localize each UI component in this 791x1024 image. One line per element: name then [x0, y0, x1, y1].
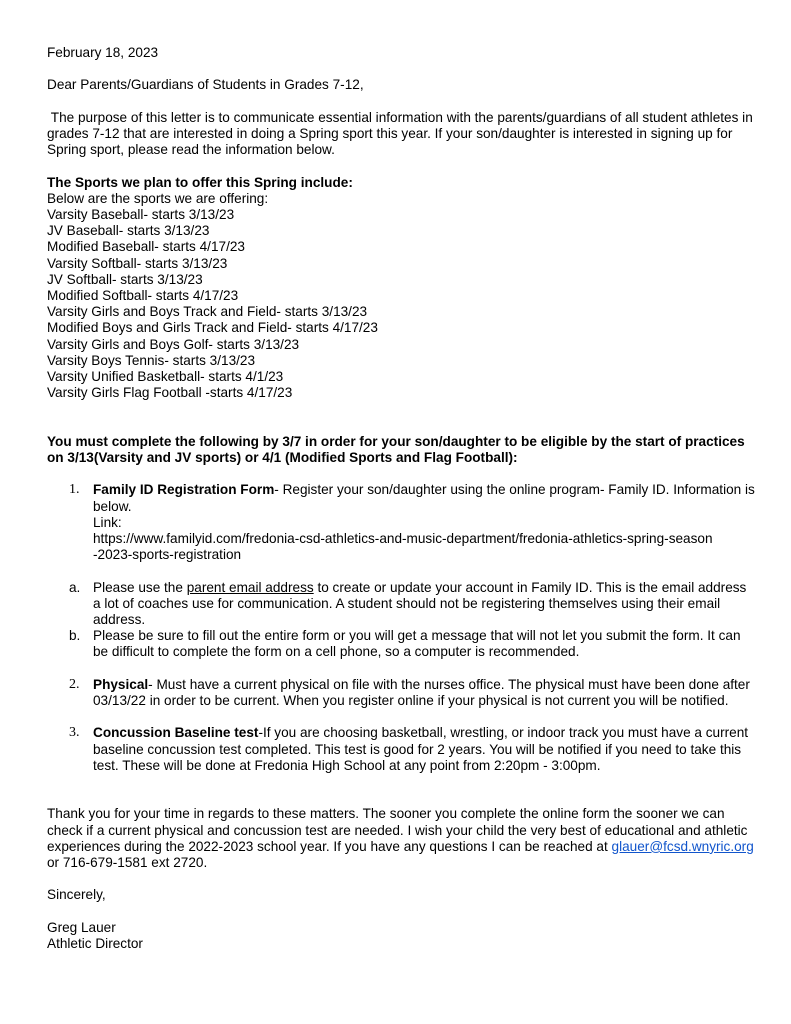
- sport-item: Modified Baseball- starts 4/17/23: [47, 239, 245, 255]
- item-number: 1.: [69, 482, 80, 498]
- sport-item: Modified Boys and Girls Track and Field- starts 4/17/23: [47, 320, 378, 336]
- closing-text: Thank you for your time in regards to these matters. The sooner you complete the online form the sooner we can check if a current physical and concussion test are needed. I wish your child the very best of educational and athletic experiences during the 2022-2023 school year. If you have any questions I can be reached at: [47, 806, 748, 854]
- sport-item: JV Softball- starts 3/13/23: [47, 271, 203, 287]
- sport-item: Varsity Softball- starts 3/13/23: [47, 255, 228, 271]
- closing-paragraph: [47, 806, 757, 871]
- item-title: Concussion Baseline test: [93, 725, 259, 741]
- parent-email-emphasis: parent email address: [186, 579, 314, 595]
- item-title: Family ID Registration Form: [93, 482, 275, 498]
- subitem-b: [47, 628, 757, 660]
- salutation: Dear Parents/Guardians of Students in Grades 7-12,: [47, 77, 364, 93]
- intro-paragraph: The purpose of this letter is to communicate essential information with the parents/guardians of all student athletes in grades 7-12 that are interested in doing a Spring sport this year. If your son/daughter is interested in signing up for Spring sport, please read the information below.: [47, 109, 757, 158]
- sport-item: JV Baseball- starts 3/13/23: [47, 223, 210, 239]
- sport-item: Varsity Girls Flag Football -starts 4/17/23: [47, 385, 293, 401]
- requirement-item-family-id: [47, 482, 757, 563]
- item-text: -If you are choosing basketball, wrestling, or indoor track you must have a current baseline concussion test completed. This test is good for 2 years. You will be notified if you need to take this test. These will be done at Fredonia High School at any point from 2:20pm - 3:00pm.: [93, 725, 749, 773]
- subitem-text: to create or update your account in Family ID. This is the email address a lot of coaches use for communication. A student should not be registering themselves using their email address.: [93, 579, 747, 627]
- email-link[interactable]: glauer@fcsd.wnyric.org: [611, 838, 754, 854]
- sport-item: Varsity Baseball- starts 3/13/23: [47, 206, 235, 222]
- requirement-item-physical: [47, 677, 757, 709]
- item-title: Physical: [93, 676, 149, 692]
- sport-item: Varsity Boys Tennis- starts 3/13/23: [47, 352, 256, 368]
- registration-url-line2[interactable]: -2023-sports-registration: [93, 547, 242, 563]
- signer-title: Athletic Director: [47, 935, 143, 951]
- letter-date: February 18, 2023: [47, 45, 159, 60]
- item-text: - Register your son/daughter using the online program- Family ID. Information is below.: [93, 482, 755, 514]
- sports-heading: The Sports we plan to offer this Spring include:: [47, 174, 353, 190]
- link-label: Link:: [93, 514, 122, 530]
- subitem-text: Please be sure to fill out the entire form or you will get a message that will not let you submit the form. It can be difficult to complete the form on a cell phone, so a computer is recommended.: [93, 628, 741, 660]
- sports-list: [47, 207, 757, 401]
- sports-subheading: Below are the sports we are offering:: [47, 190, 269, 206]
- sport-item: Varsity Girls and Boys Golf- starts 3/13/23: [47, 336, 300, 352]
- signer-name: Greg Lauer: [47, 919, 116, 935]
- closing-phone: or 716-679-1581 ext 2720.: [47, 854, 208, 870]
- registration-url-line1[interactable]: https://www.familyid.com/fredonia-csd-athletics-and-music-department/fredonia-athletics-spring-season: [93, 531, 713, 546]
- item-letter: b.: [69, 628, 81, 644]
- letter-page: [47, 45, 757, 952]
- item-letter: a.: [69, 579, 81, 595]
- subitem-text: Please use the: [93, 579, 187, 595]
- signoff: Sincerely,: [47, 887, 106, 903]
- sport-item: Varsity Girls and Boys Track and Field- starts 3/13/23: [47, 304, 368, 320]
- sport-item: Varsity Unified Basketball- starts 4/1/23: [47, 369, 284, 385]
- requirements-heading: You must complete the following by 3/7 in order for your son/daughter to be eligible by the start of practices on 3/13(Varsity and JV sports) or 4/1 (Modified Sports and Flag Football):: [47, 433, 745, 465]
- sport-item: Modified Softball- starts 4/17/23: [47, 288, 239, 303]
- item-number: 3.: [69, 725, 80, 741]
- requirement-item-concussion: [47, 725, 757, 774]
- subitem-a: [47, 580, 757, 629]
- item-number: 2.: [69, 676, 80, 692]
- item-text: - Must have a current physical on file with the nurses office. The physical must have been done after 03/13/22 in order to be current. When you register online if your physical is not current you will be notified.: [93, 676, 750, 708]
